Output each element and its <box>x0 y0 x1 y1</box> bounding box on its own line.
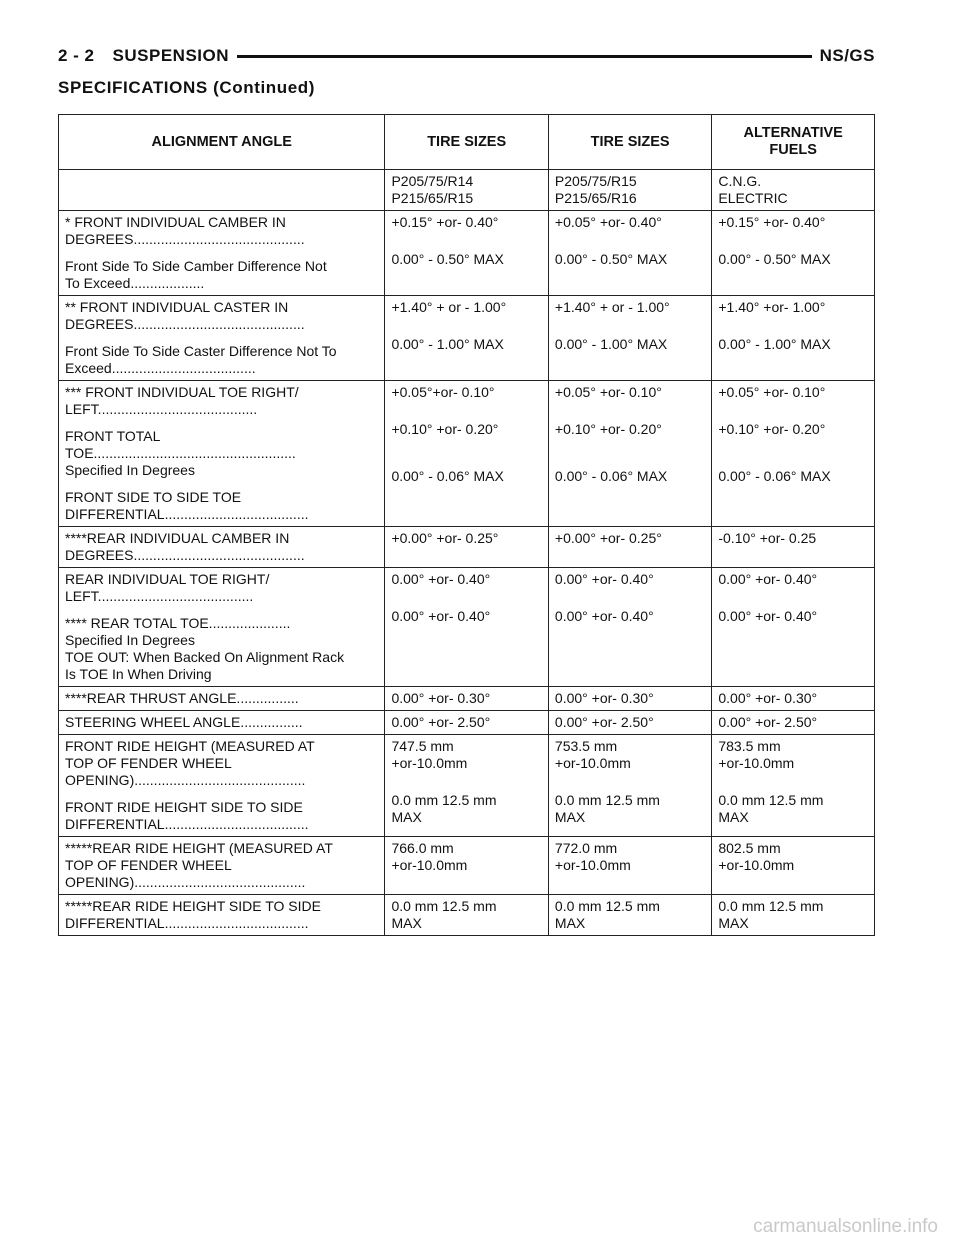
cell-line: 0.00° +or- 2.50° <box>391 714 491 730</box>
cell-line: FRONT RIDE HEIGHT SIDE TO SIDE <box>65 799 303 815</box>
cell-line <box>718 448 868 458</box>
cell-line: 0.00° - 1.00° MAX <box>554 336 668 352</box>
cell-line: +or-10.0mm <box>554 755 631 771</box>
cell-line: FRONT TOTAL <box>65 428 161 444</box>
cell-line: P205/75/R15 <box>554 173 637 189</box>
cell-line <box>718 598 868 608</box>
cell-line <box>391 438 541 448</box>
spec-value-cell <box>548 381 711 527</box>
cell-line <box>391 782 541 792</box>
spec-value-cell <box>385 211 548 296</box>
cell-line: 0.00° - 1.00° MAX <box>718 336 831 352</box>
table-row <box>59 837 875 895</box>
spec-value-cell <box>712 211 875 296</box>
cell-line <box>391 316 541 326</box>
cell-line: 0.0 mm 12.5 mm <box>391 792 497 808</box>
spec-value-cell <box>385 735 548 837</box>
spec-value-cell <box>712 711 875 735</box>
model-code: NS/GS <box>812 46 875 66</box>
cell-line: REAR INDIVIDUAL TOE RIGHT/ <box>65 571 270 587</box>
cell-line: +0.10° +or- 0.20° <box>718 421 826 437</box>
cell-line: 783.5 mm <box>718 738 781 754</box>
cell-line <box>65 418 378 428</box>
cell-line: MAX <box>718 809 749 825</box>
specifications-table <box>58 114 875 936</box>
alignment-angle-cell <box>59 895 385 936</box>
cell-line: ELECTRIC <box>718 190 788 206</box>
cell-line <box>555 316 705 326</box>
cell-line: 0.00° +or- 0.40° <box>554 571 654 587</box>
cell-line: +1.40° + or - 1.00° <box>554 299 670 315</box>
cell-line: TOE OUT: When Backed On Alignment Rack <box>65 649 345 665</box>
table-row <box>59 568 875 687</box>
cell-line <box>391 772 541 782</box>
spec-value-cell <box>548 895 711 936</box>
cell-line <box>718 316 868 326</box>
cell-line <box>391 401 541 411</box>
cell-line <box>391 241 541 251</box>
cell-line: P205/75/R14 <box>391 173 474 189</box>
cell-line <box>65 479 378 489</box>
spec-value-cell <box>548 711 711 735</box>
spec-value-cell <box>712 296 875 381</box>
spec-value-cell <box>385 895 548 936</box>
cell-line: 0.00° +or- 0.30° <box>391 690 491 706</box>
spec-value-cell <box>712 381 875 527</box>
cell-line: DIFFERENTIAL..................................... <box>65 506 309 522</box>
cell-line: 0.00° +or- 0.40° <box>718 608 818 624</box>
spec-value-cell <box>385 170 548 211</box>
cell-line: 0.00° - 0.06° MAX <box>554 468 668 484</box>
spec-value-cell <box>712 895 875 936</box>
cell-line: MAX <box>391 915 422 931</box>
header-tire-sizes-2: TIRE SIZES <box>548 115 711 170</box>
spec-value-cell <box>712 837 875 895</box>
cell-line <box>555 782 705 792</box>
alignment-angle-cell <box>59 568 385 687</box>
cell-line: +0.00° +or- 0.25° <box>554 530 662 546</box>
cell-line: 0.00° - 0.06° MAX <box>391 468 504 484</box>
cell-line <box>555 326 705 336</box>
cell-line <box>718 411 868 421</box>
cell-line: 0.00° - 0.50° MAX <box>718 251 831 267</box>
cell-line: 802.5 mm <box>718 840 781 856</box>
cell-line <box>391 448 541 458</box>
cell-line: OPENING)............................................ <box>65 874 306 890</box>
table-body <box>59 170 875 936</box>
cell-line: 0.0 mm 12.5 mm <box>554 792 660 808</box>
cell-line <box>718 772 868 782</box>
cell-line: Specified In Degrees <box>65 462 195 478</box>
spec-value-cell <box>385 837 548 895</box>
alignment-angle-cell <box>59 296 385 381</box>
spec-value-cell <box>385 527 548 568</box>
spec-value-cell <box>548 568 711 687</box>
cell-line: +0.10° +or- 0.20° <box>391 421 499 437</box>
page-header <box>58 44 875 72</box>
alignment-angle-cell <box>59 711 385 735</box>
cell-line: DEGREES............................................ <box>65 547 305 563</box>
cell-line: Exceed..................................... <box>65 360 256 376</box>
cell-line: C.N.G. <box>718 173 762 189</box>
cell-line: 0.00° +or- 0.30° <box>554 690 654 706</box>
cell-line <box>555 598 705 608</box>
alignment-angle-cell <box>59 837 385 895</box>
cell-line: Front Side To Side Camber Difference Not <box>65 258 327 274</box>
cell-line: +0.15° +or- 0.40° <box>718 214 826 230</box>
cell-line <box>391 598 541 608</box>
page-number: 2 - 2 <box>58 46 95 65</box>
header-alternative-fuels: ALTERNATIVE FUELS <box>712 115 875 170</box>
cell-line: +or-10.0mm <box>391 857 468 873</box>
spec-value-cell <box>385 381 548 527</box>
cell-line: MAX <box>554 915 586 931</box>
cell-line: 0.00° - 1.00° MAX <box>391 336 504 352</box>
table-header-row <box>59 115 875 170</box>
cell-line <box>718 241 868 251</box>
watermark: carmanualsonline.info <box>753 1216 938 1237</box>
spec-value-cell <box>548 211 711 296</box>
cell-line <box>555 458 705 468</box>
alignment-angle-cell <box>59 687 385 711</box>
cell-line <box>555 588 705 598</box>
cell-line: MAX <box>554 809 586 825</box>
cell-line <box>65 333 378 343</box>
cell-line: 0.00° +or- 0.30° <box>718 690 818 706</box>
spec-value-cell <box>548 687 711 711</box>
cell-line: 747.5 mm <box>391 738 454 754</box>
cell-line: 0.00° - 0.50° MAX <box>391 251 504 267</box>
table-row <box>59 170 875 211</box>
table-row <box>59 895 875 936</box>
cell-line: +or-10.0mm <box>718 755 795 771</box>
cell-line <box>391 588 541 598</box>
cell-line: DEGREES............................................ <box>65 316 305 332</box>
cell-line: 0.00° +or- 2.50° <box>718 714 818 730</box>
cell-line: +1.40° +or- 1.00° <box>718 299 826 315</box>
cell-line: *****REAR RIDE HEIGHT (MEASURED AT <box>65 840 333 856</box>
cell-line: TOP OF FENDER WHEEL <box>65 857 232 873</box>
table-row <box>59 527 875 568</box>
cell-line <box>391 458 541 468</box>
cell-line: +0.15° +or- 0.40° <box>391 214 499 230</box>
cell-line: 0.0 mm 12.5 mm <box>718 792 824 808</box>
section-name: SUSPENSION <box>112 46 230 65</box>
spec-value-cell <box>385 711 548 735</box>
header-alignment-angle: ALIGNMENT ANGLE <box>59 115 385 170</box>
table-row <box>59 211 875 296</box>
table-row <box>59 735 875 837</box>
cell-line: ** FRONT INDIVIDUAL CASTER IN <box>65 299 289 315</box>
header-tire-sizes-1: TIRE SIZES <box>385 115 548 170</box>
spec-value-cell <box>712 568 875 687</box>
cell-line: 0.00° +or- 2.50° <box>554 714 654 730</box>
cell-line: 0.0 mm 12.5 mm <box>391 898 497 914</box>
spec-value-cell <box>548 170 711 211</box>
cell-line <box>555 241 705 251</box>
cell-line: +0.00° +or- 0.25° <box>391 530 499 546</box>
spec-value-cell <box>712 735 875 837</box>
cell-line: 772.0 mm <box>554 840 618 856</box>
alignment-angle-cell <box>59 170 385 211</box>
cell-line: *** FRONT INDIVIDUAL TOE RIGHT/ <box>65 384 299 400</box>
cell-line <box>718 326 868 336</box>
cell-line: Specified In Degrees <box>65 632 195 648</box>
cell-line: P215/65/R16 <box>554 190 637 206</box>
cell-line: ****REAR INDIVIDUAL CAMBER IN <box>65 530 290 546</box>
cell-line: * FRONT INDIVIDUAL CAMBER IN <box>65 214 286 230</box>
cell-line: 0.00° +or- 0.40° <box>391 608 491 624</box>
cell-line: To Exceed................... <box>65 275 205 291</box>
spec-value-cell <box>385 687 548 711</box>
table-row <box>59 687 875 711</box>
cell-line: STEERING WHEEL ANGLE................ <box>65 714 303 730</box>
spec-value-cell <box>548 527 711 568</box>
cell-line <box>555 231 705 241</box>
cell-line: FRONT SIDE TO SIDE TOE <box>65 489 242 505</box>
table-row <box>59 296 875 381</box>
cell-line <box>555 438 705 448</box>
cell-line: ****REAR THRUST ANGLE................ <box>65 690 299 706</box>
cell-line: 0.0 mm 12.5 mm <box>554 898 660 914</box>
cell-line: MAX <box>391 809 422 825</box>
page-title: SPECIFICATIONS (Continued) <box>58 78 316 97</box>
cell-line: +0.05° +or- 0.10° <box>554 384 662 400</box>
cell-line <box>555 411 705 421</box>
cell-line <box>718 588 868 598</box>
table-row <box>59 381 875 527</box>
cell-line: 0.0 mm 12.5 mm <box>718 898 824 914</box>
cell-line: LEFT......................................... <box>65 401 258 417</box>
cell-line: 0.00° +or- 0.40° <box>391 571 491 587</box>
cell-line: DIFFERENTIAL..................................... <box>65 915 309 931</box>
alignment-angle-cell <box>59 211 385 296</box>
spec-value-cell <box>548 735 711 837</box>
cell-line: -0.10° +or- 0.25 <box>718 530 817 546</box>
cell-line: 753.5 mm <box>554 738 618 754</box>
cell-line: +0.10° +or- 0.20° <box>554 421 662 437</box>
cell-line <box>391 231 541 241</box>
cell-line: Front Side To Side Caster Difference Not To <box>65 343 337 359</box>
cell-line: 0.00° +or- 0.40° <box>554 608 654 624</box>
cell-line: MAX <box>718 915 749 931</box>
cell-line: +0.05° +or- 0.10° <box>718 384 826 400</box>
cell-line: +0.05°+or- 0.10° <box>391 384 495 400</box>
cell-line <box>391 326 541 336</box>
cell-line <box>65 605 378 615</box>
cell-line: OPENING)............................................ <box>65 772 306 788</box>
cell-line: TOP OF FENDER WHEEL <box>65 755 232 771</box>
cell-line: +or-10.0mm <box>554 857 631 873</box>
cell-line <box>718 401 868 411</box>
cell-line <box>555 448 705 458</box>
spec-value-cell <box>385 296 548 381</box>
spec-value-cell <box>712 170 875 211</box>
cell-line: 0.00° +or- 0.40° <box>718 571 818 587</box>
cell-line: **** REAR TOTAL TOE..................... <box>65 615 291 631</box>
cell-line <box>718 438 868 448</box>
header-left <box>58 46 237 66</box>
spec-value-cell <box>712 527 875 568</box>
cell-line <box>391 411 541 421</box>
spec-value-cell <box>548 296 711 381</box>
alignment-angle-cell <box>59 735 385 837</box>
cell-line: +or-10.0mm <box>391 755 468 771</box>
spec-value-cell <box>548 837 711 895</box>
alignment-angle-cell <box>59 381 385 527</box>
cell-line: *****REAR RIDE HEIGHT SIDE TO SIDE <box>65 898 321 914</box>
cell-line <box>718 782 868 792</box>
cell-line: +0.05° +or- 0.40° <box>554 214 662 230</box>
cell-line: P215/65/R15 <box>391 190 474 206</box>
spec-value-cell <box>712 687 875 711</box>
cell-line <box>555 401 705 411</box>
cell-line: TOE.................................................... <box>65 445 296 461</box>
cell-line: DEGREES............................................ <box>65 231 305 247</box>
cell-line: +1.40° + or - 1.00° <box>391 299 507 315</box>
cell-line: DIFFERENTIAL..................................... <box>65 816 309 832</box>
cell-line: Is TOE In When Driving <box>65 666 212 682</box>
cell-line: FRONT RIDE HEIGHT (MEASURED AT <box>65 738 315 754</box>
alignment-angle-cell <box>59 527 385 568</box>
cell-line: 0.00° - 0.06° MAX <box>718 468 831 484</box>
spec-value-cell <box>385 568 548 687</box>
cell-line <box>65 789 378 799</box>
cell-line <box>65 248 378 258</box>
table-row <box>59 711 875 735</box>
cell-line: +or-10.0mm <box>718 857 795 873</box>
cell-line <box>555 772 705 782</box>
cell-line <box>718 458 868 468</box>
cell-line: 766.0 mm <box>391 840 454 856</box>
cell-line: LEFT........................................ <box>65 588 254 604</box>
cell-line <box>718 231 868 241</box>
cell-line: 0.00° - 0.50° MAX <box>554 251 668 267</box>
